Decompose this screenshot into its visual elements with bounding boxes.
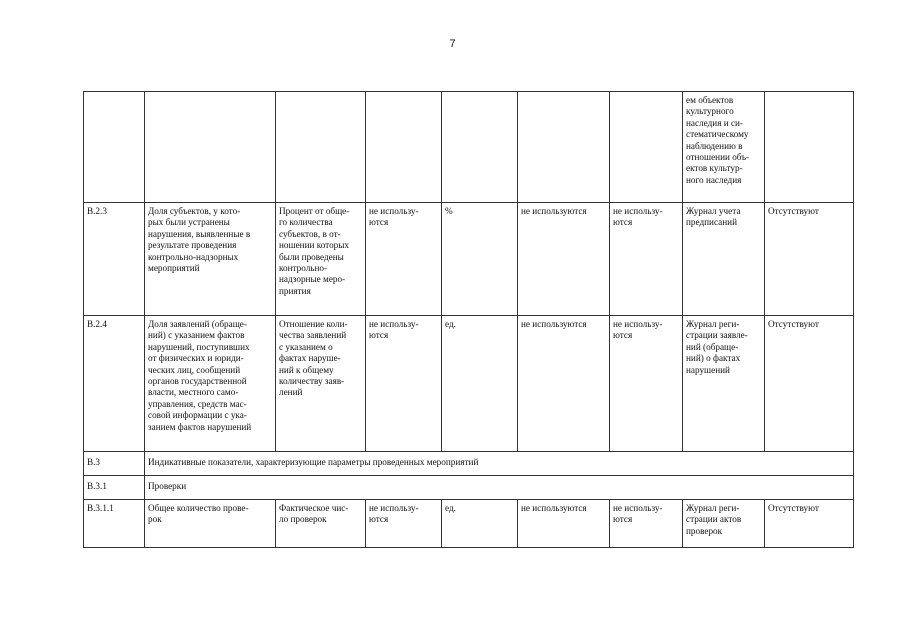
row-code: В.3.1 <box>84 476 145 500</box>
table-cell <box>366 92 442 203</box>
table-row-b-3-1 <box>84 476 854 500</box>
table-cell: Отсутствуют <box>765 500 854 548</box>
table-cell: не использу- ются <box>610 316 683 452</box>
indicator-name: Общее количество прове- рок <box>145 500 276 548</box>
table-row-b-2-3 <box>84 203 854 316</box>
unit-cell: ед. <box>442 316 518 452</box>
row-code: В.2.4 <box>84 316 145 452</box>
table-cell: Отсутствуют <box>765 203 854 316</box>
table-cell <box>276 92 366 203</box>
section-heading: Индикативные показатели, характеризующие параметры проведенных мероприятий <box>145 452 854 476</box>
indicator-formula: Фактическое чис- ло проверок <box>276 500 366 548</box>
table-cell: не используются <box>518 203 610 316</box>
table-cell <box>145 92 276 203</box>
source-journal: Журнал учета предписаний <box>683 203 765 316</box>
row-code: В.2.3 <box>84 203 145 316</box>
row-code: В.3.1.1 <box>84 500 145 548</box>
table-row-b-2-4 <box>84 316 854 452</box>
table-cell: не использу- ются <box>610 203 683 316</box>
subsection-heading: Проверки <box>145 476 854 500</box>
unit-cell: % <box>442 203 518 316</box>
table-cell: не использу- ются <box>366 316 442 452</box>
table-row-continuation <box>84 92 854 203</box>
table-cell: не использу- ются <box>610 500 683 548</box>
table-cell: не используются <box>518 500 610 548</box>
table-cell: Отсутствуют <box>765 316 854 452</box>
indicator-name: Доля заявлений (обраще- ний) с указанием фактов нарушений, поступивших от физических и юриди- ческих лиц, сообщений органов государственной власти, местного само- управления, средств мас- совой информации с ука- занием фактов нарушений <box>145 316 276 452</box>
table-cell <box>442 92 518 203</box>
table-cell: не использу- ются <box>366 203 442 316</box>
table-cell <box>518 92 610 203</box>
table-cell <box>84 92 145 203</box>
indicators-table <box>83 91 854 548</box>
indicator-formula: Отношение коли- чества заявлений с указанием о фактах наруше- ний к общему количеству заяв- лений <box>276 316 366 452</box>
table-row-b-3-1-1 <box>84 500 854 548</box>
table-cell <box>765 92 854 203</box>
table-cell: не используются <box>518 316 610 452</box>
indicator-name: Доля субъектов, у кото- рых были устранены нарушения, выявленные в результате проведения контрольно-надзорных мероприятий <box>145 203 276 316</box>
table-cell-journal: ем объектов культурного наследия и си- стематическому наблюдению в отношении объ- ектов культур- ного наследия <box>683 92 765 203</box>
page-number: 7 <box>449 38 456 50</box>
indicator-formula: Процент от обще- го количества субъектов, в от- ношении которых были проведены контрольно- надзорные меро- приятия <box>276 203 366 316</box>
table-cell <box>610 92 683 203</box>
unit-cell: ед. <box>442 500 518 548</box>
row-code: В.3 <box>84 452 145 476</box>
table-cell: не использу- ются <box>366 500 442 548</box>
source-journal: Журнал реги- страции актов проверок <box>683 500 765 548</box>
table-row-b-3 <box>84 452 854 476</box>
source-journal: Журнал реги- страции заявле- ний (обраще- ний) о фактах нарушений <box>683 316 765 452</box>
